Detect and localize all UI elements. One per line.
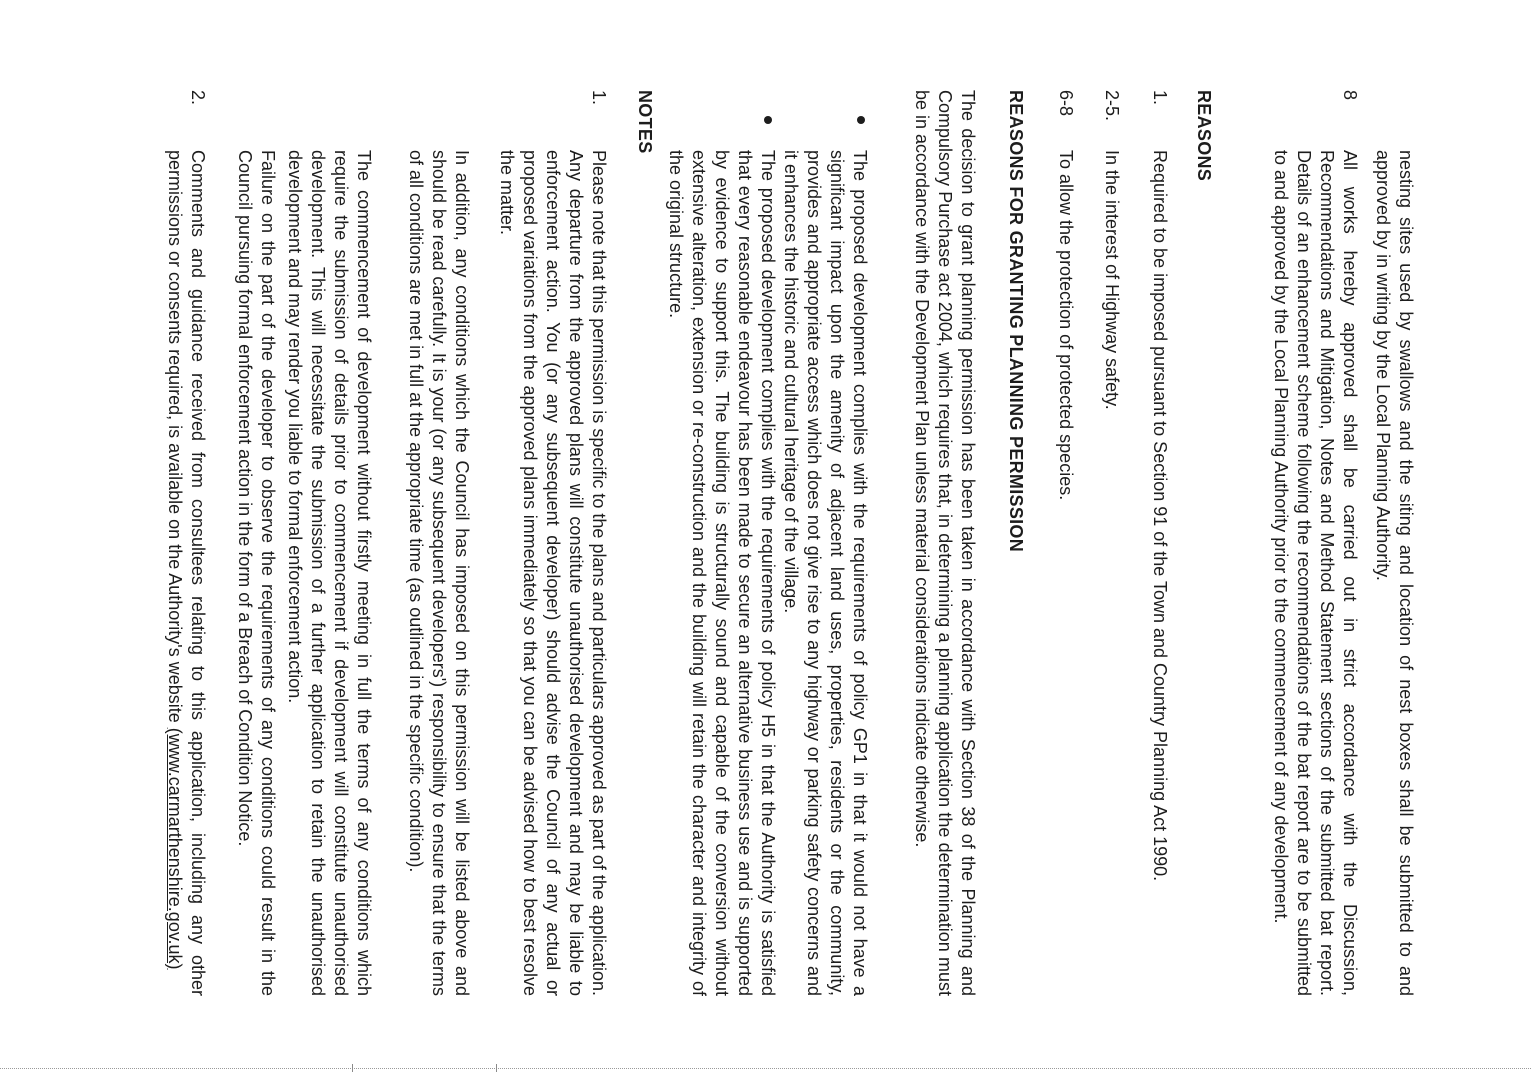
notes-heading: NOTES xyxy=(635,90,655,154)
condition-8-number: 8 xyxy=(1340,90,1360,101)
note-1-number: 1. xyxy=(589,90,609,106)
reason-1-text: Required to be imposed pursuant to Section 91 of the Town and Country Planning Act 1990. xyxy=(1150,150,1170,882)
scan-edge-line xyxy=(0,1068,1531,1071)
condition-8-text: All works hereby approved shall be carried out in strict accordance with the Discussion, Recommendations and Mitigation, Notes and Method Statement sections of the submitted bat report. Details of an enhancement scheme following the recommendations of the bat report are to be submitted to and approved by the Local Planning Authority prior to the commencement of any development. xyxy=(1271,150,1360,996)
note-2-body: Comments and guidance received from consultees relating to this application, including any other permissions or consents required, is available on the Authority's website xyxy=(165,150,208,996)
note-1-paragraph-1: Please note that this permission is specific to the plans and particulars approved as part of the application. Any departure from the approved plans will constitute unauthorised development and may be liable to enforcement action. You (or any subsequent developer) should advise the Council of any actual or proposed variations from the approved plans immediately so that you can be advised how to best resolve the matter. xyxy=(497,150,609,996)
reason-6-8-text: To allow the protection of protected species. xyxy=(1056,150,1076,501)
reason-2-5-number: 2-5. xyxy=(1102,90,1122,122)
scan-edge-tick xyxy=(352,1064,353,1072)
scan-edge-tick xyxy=(496,1064,497,1072)
condition-continuation: nesting sites used by swallows and the siting and location of nest boxes shall be submitted to and approved by in writing by the Local Planning Authority. xyxy=(1373,150,1416,996)
bullet-1-marker xyxy=(857,116,865,124)
bullet-2-marker xyxy=(764,116,772,124)
note-2-number: 2. xyxy=(188,90,208,106)
granting-intro: The decision to grant planning permission has been taken in accordance with Section 38 of the Planning and Compulsory Purchase act 2004, which requires that, in determining a planning application the determination must be in accordance with the Development Plan unless material considerations indicate otherwise. xyxy=(912,90,978,996)
carmarthenshire-website-link[interactable]: (www.carmarthenshire.gov.uk) xyxy=(165,727,185,970)
granting-bullet-2: The proposed development complies with the requirements of policy H5 in that the Authority is satisfied that every reasonable endeavour has been made to secure an alternative business use and is supported by evidence to support this. The building is structurally sound and capable of the conversion without extensive alteration, extension or re-construction and the building will retain the character and integrity of the original structure. xyxy=(666,150,778,996)
note-1-paragraph-3: The commencement of development without firstly meeting in full the terms of any conditions which require the submission of details prior to commencement if development will constitute unauthorised development. This will necessitate the submission of a further application to retain the unauthorised development and may render you liable to formal enforcement action. xyxy=(285,150,374,996)
note-1-paragraph-2: In addition, any conditions which the Council has imposed on this permission will be listed above and should be read carefully. It is your (or any subsequent developers') responsibility to ensure that the terms of all conditions are met in full at the appropriate time (as outlined in the specific condition). xyxy=(406,150,472,996)
note-1-paragraph-4: Failure on the part of the developer to observe the requirements of any conditions could result in the Council pursuing formal enforcement action in the form of a Breach of Condition Notice. xyxy=(235,150,278,996)
reason-6-8-number: 6-8 xyxy=(1056,90,1076,117)
note-2-text xyxy=(163,150,209,996)
reason-1-number: 1. xyxy=(1150,90,1170,106)
reasons-heading: REASONS xyxy=(1194,90,1214,182)
granting-heading: REASONS FOR GRANTING PLANNING PERMISSION xyxy=(1006,90,1026,553)
granting-bullet-1: The proposed development complies with the requirements of policy GP1 in that it would not have a significant impact upon the amenity of adjacent land uses, properties, residents or the community, provides and appropriate access which does not give rise to any highway or parking safety concerns and it enhances the historic and cultural heritage of the village. xyxy=(781,150,870,996)
reason-2-5-text: In the interest of Highway safety. xyxy=(1102,150,1122,410)
